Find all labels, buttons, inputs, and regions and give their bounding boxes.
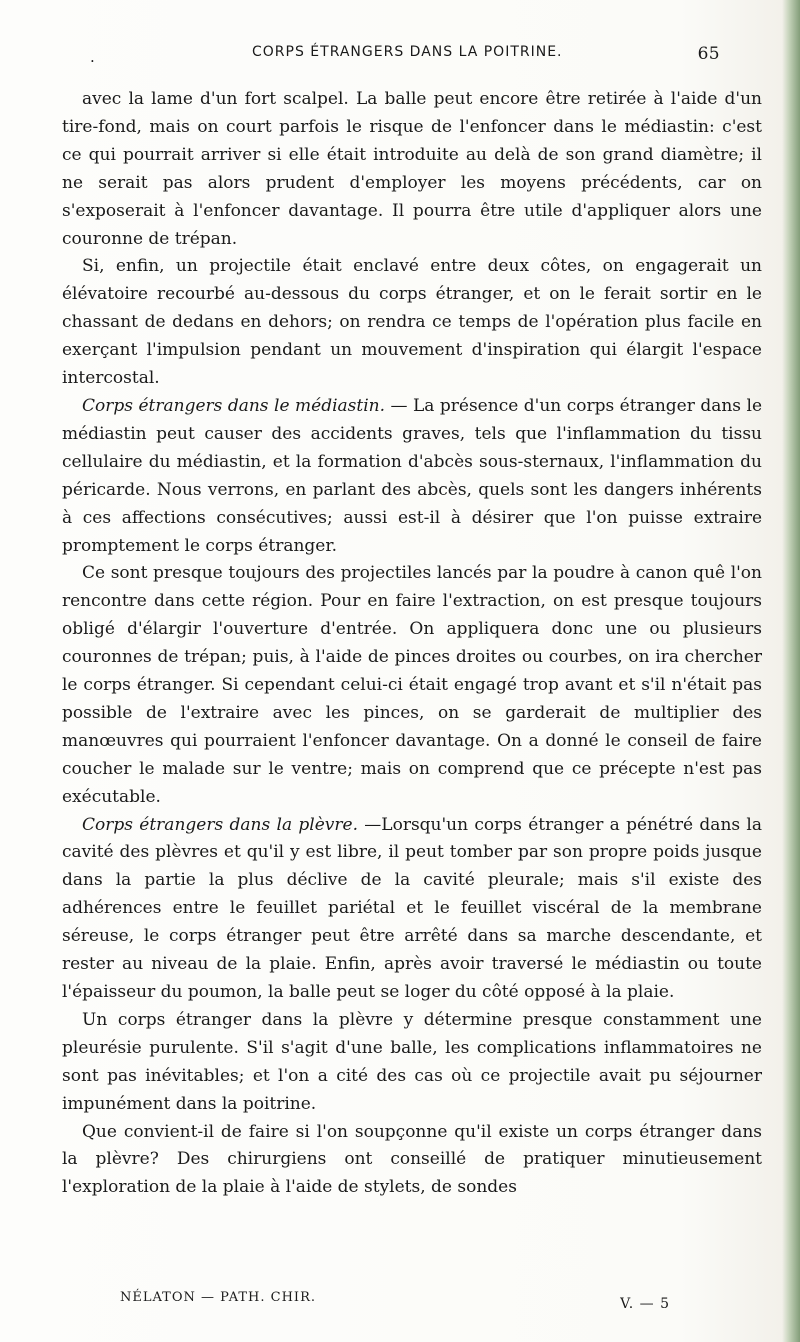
paragraph: Si, enfin, un projectile était enclavé entre deux côtes, on engagerait un élévatoire recourbé au-dessous du corps étranger, et on le ferait sortir en le chassant de dedans en dehors; on rendra ce temps de l'opération plus facile en exerçant l'impulsion pendant un mouvement d'inspiration qui élargit l'espace intercostal. (62, 256, 762, 389)
sheet-signature: V. — 5 (620, 1296, 670, 1312)
section-heading: Corps étrangers dans le médiastin. (82, 395, 385, 416)
paragraph: Corps étrangers dans la plèvre. —Lorsqu'un corps étranger a pénétré dans la cavité des plèvres et qu'il y est libre, il peut tomber par son propre poids jusque dans la partie la plus déclive de la cavité pleurale; mais s'il existe des adhérences entre le feuillet pariétal et le feuillet viscéral de la membrane séreuse, le corps étranger peut être arrêté dans sa marche descendante, et rester au niveau de la plaie. Enfin, après avoir traversé le médiastin ou toute l'épaisseur du poumon, la balle peut se loger du côté opposé à la plaie. (62, 814, 763, 1002)
paragraph: Un corps étranger dans la plèvre y détermine presque constamment une pleurésie purulente. S'il s'agit d'une balle, les complications inflammatoires ne sont pas inévitables; et l'on a cité des cas où ce projectile avait pu séjourner impunément dans la poitrine. (62, 1009, 762, 1114)
header-mark: . (90, 48, 96, 66)
page-edge-shadow (782, 0, 800, 1342)
section-heading: Corps étrangers dans la plèvre. (82, 814, 358, 835)
paragraph: Corps étrangers dans le médiastin. — La présence d'un corps étranger dans le médiastin peut causer des accidents graves, tels que l'inflammation du tissu cellulaire du médiastin, et la formation d'abcès sous-sternaux, l'inflammation du péricarde. Nous verrons, en parlant des abcès, quels sont les dangers inhérents à ces affections consécutives; aussi est-il à désirer que l'on puisse extraire promptement le corps étranger. (62, 395, 763, 556)
paragraph: avec la lame d'un fort scalpel. La balle peut encore être retirée à l'aide d'un tire-fond, mais on court parfois le risque de l'enfoncer dans le médiastin: c'est ce qui pourrait arriver si elle était introduite au delà de son grand diamètre; il ne serait pas alors prudent d'employer les moyens précédents, car on s'exposerait à l'enfoncer davantage. Il pourra être utile d'appliquer alors une couronne de trépan. (62, 89, 762, 249)
running-title: CORPS ÉTRANGERS DANS LA POITRINE. (252, 44, 563, 60)
body-text (62, 86, 762, 1202)
printer-signature: NÉLATON — PATH. CHIR. (120, 1290, 316, 1305)
paragraph: Ce sont presque toujours des projectiles lancés par la poudre à canon quê l'on rencontre dans cette région. Pour en faire l'extraction, on est presque toujours obligé d'élargir l'ouverture d'entrée. On appliquera donc une ou plusieurs couronnes de trépan; puis, à l'aide de pinces droites ou courbes, on ira chercher le corps étranger. Si cependant celui-ci était engagé trop avant et s'il n'était pas possible de l'extraire avec les pinces, on se garderait de multiplier des manœuvres qui pourraient l'enfoncer davantage. On a donné le conseil de faire coucher le malade sur le ventre; mais on comprend que ce précepte n'est pas exécutable. (62, 563, 762, 807)
page-number: 65 (697, 44, 720, 64)
running-header (80, 44, 720, 68)
paragraph: Que convient-il de faire si l'on soupçonne qu'il existe un corps étranger dans la plèvre? Des chirurgiens ont conseillé de pratiquer minutieusement l'exploration de la plaie à l'aide de stylets, de sondes (62, 1121, 762, 1198)
page-footer (120, 1290, 680, 1314)
